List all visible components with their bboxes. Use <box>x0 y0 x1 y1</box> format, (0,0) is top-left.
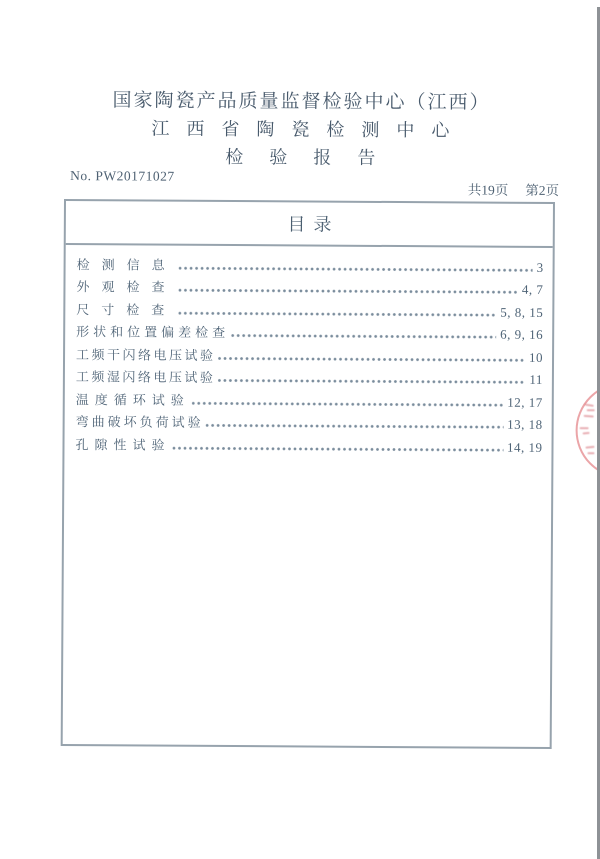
page-info <box>468 178 559 199</box>
toc-entry-label: 检测信息 <box>76 256 177 273</box>
dotted-leader <box>192 400 504 407</box>
dotted-leader <box>218 355 526 362</box>
toc-entry-pages: 10 <box>529 349 544 365</box>
toc-entry <box>77 250 544 275</box>
toc-entry-label: 工频湿闪络电压试验 <box>75 369 216 385</box>
toc-entry-pages: 11 <box>529 371 543 387</box>
seal-glyph-mark <box>587 452 594 454</box>
toc-entry-pages: 3 <box>536 259 544 275</box>
org-name-line: 国家陶瓷产品质量监督检验中心（江西） <box>112 90 491 114</box>
toc-entry-label: 工频干闪络电压试验 <box>76 346 216 363</box>
dotted-leader <box>178 288 518 295</box>
toc-entry <box>76 273 543 298</box>
toc-entry-pages: 14, 19 <box>506 439 543 455</box>
toc-entries <box>64 245 552 455</box>
dotted-leader <box>217 378 525 385</box>
current-page-label: 第2页 <box>525 182 560 199</box>
dotted-leader <box>178 310 496 317</box>
toc-entry-pages: 5, 8, 15 <box>500 304 544 320</box>
toc-entry-label: 孔隙性试验 <box>75 436 171 453</box>
dotted-leader <box>206 423 504 430</box>
toc-entry-label: 弯曲破坏负荷试验 <box>75 414 204 430</box>
toc-entry-pages: 13, 18 <box>507 416 543 432</box>
toc-entry-label: 形状和位置偏差检查 <box>76 324 230 341</box>
toc-entry <box>76 340 543 365</box>
toc-entry <box>76 295 543 320</box>
toc-entry-label: 温度循环试验 <box>75 391 190 408</box>
toc-entry <box>76 408 543 433</box>
toc-entry-pages: 6, 9, 16 <box>500 326 544 342</box>
seal-glyph-mark <box>587 409 595 411</box>
toc-entry-label: 外观检查 <box>76 279 177 295</box>
report-title: 检验报告 <box>225 146 402 169</box>
dotted-leader <box>172 445 503 452</box>
toc-entry-label: 尺寸检查 <box>76 301 177 318</box>
toc-entry <box>76 363 543 388</box>
total-pages-label: 共19页 <box>467 182 509 198</box>
dotted-leader <box>179 265 533 272</box>
toc-entry-pages: 4, 7 <box>521 281 544 297</box>
toc-entry <box>75 430 542 455</box>
report-number: No. PW20171027 <box>70 168 175 184</box>
toc-entry <box>76 385 543 410</box>
dotted-leader <box>231 333 496 340</box>
toc-entry-pages: 12, 17 <box>507 394 543 410</box>
toc-entry <box>76 318 543 343</box>
center-name-line: 江西省陶瓷检测中心 <box>151 118 467 141</box>
toc-box <box>61 199 555 749</box>
seal-glyph-mark <box>580 427 589 429</box>
toc-title: 目录 <box>66 201 553 248</box>
